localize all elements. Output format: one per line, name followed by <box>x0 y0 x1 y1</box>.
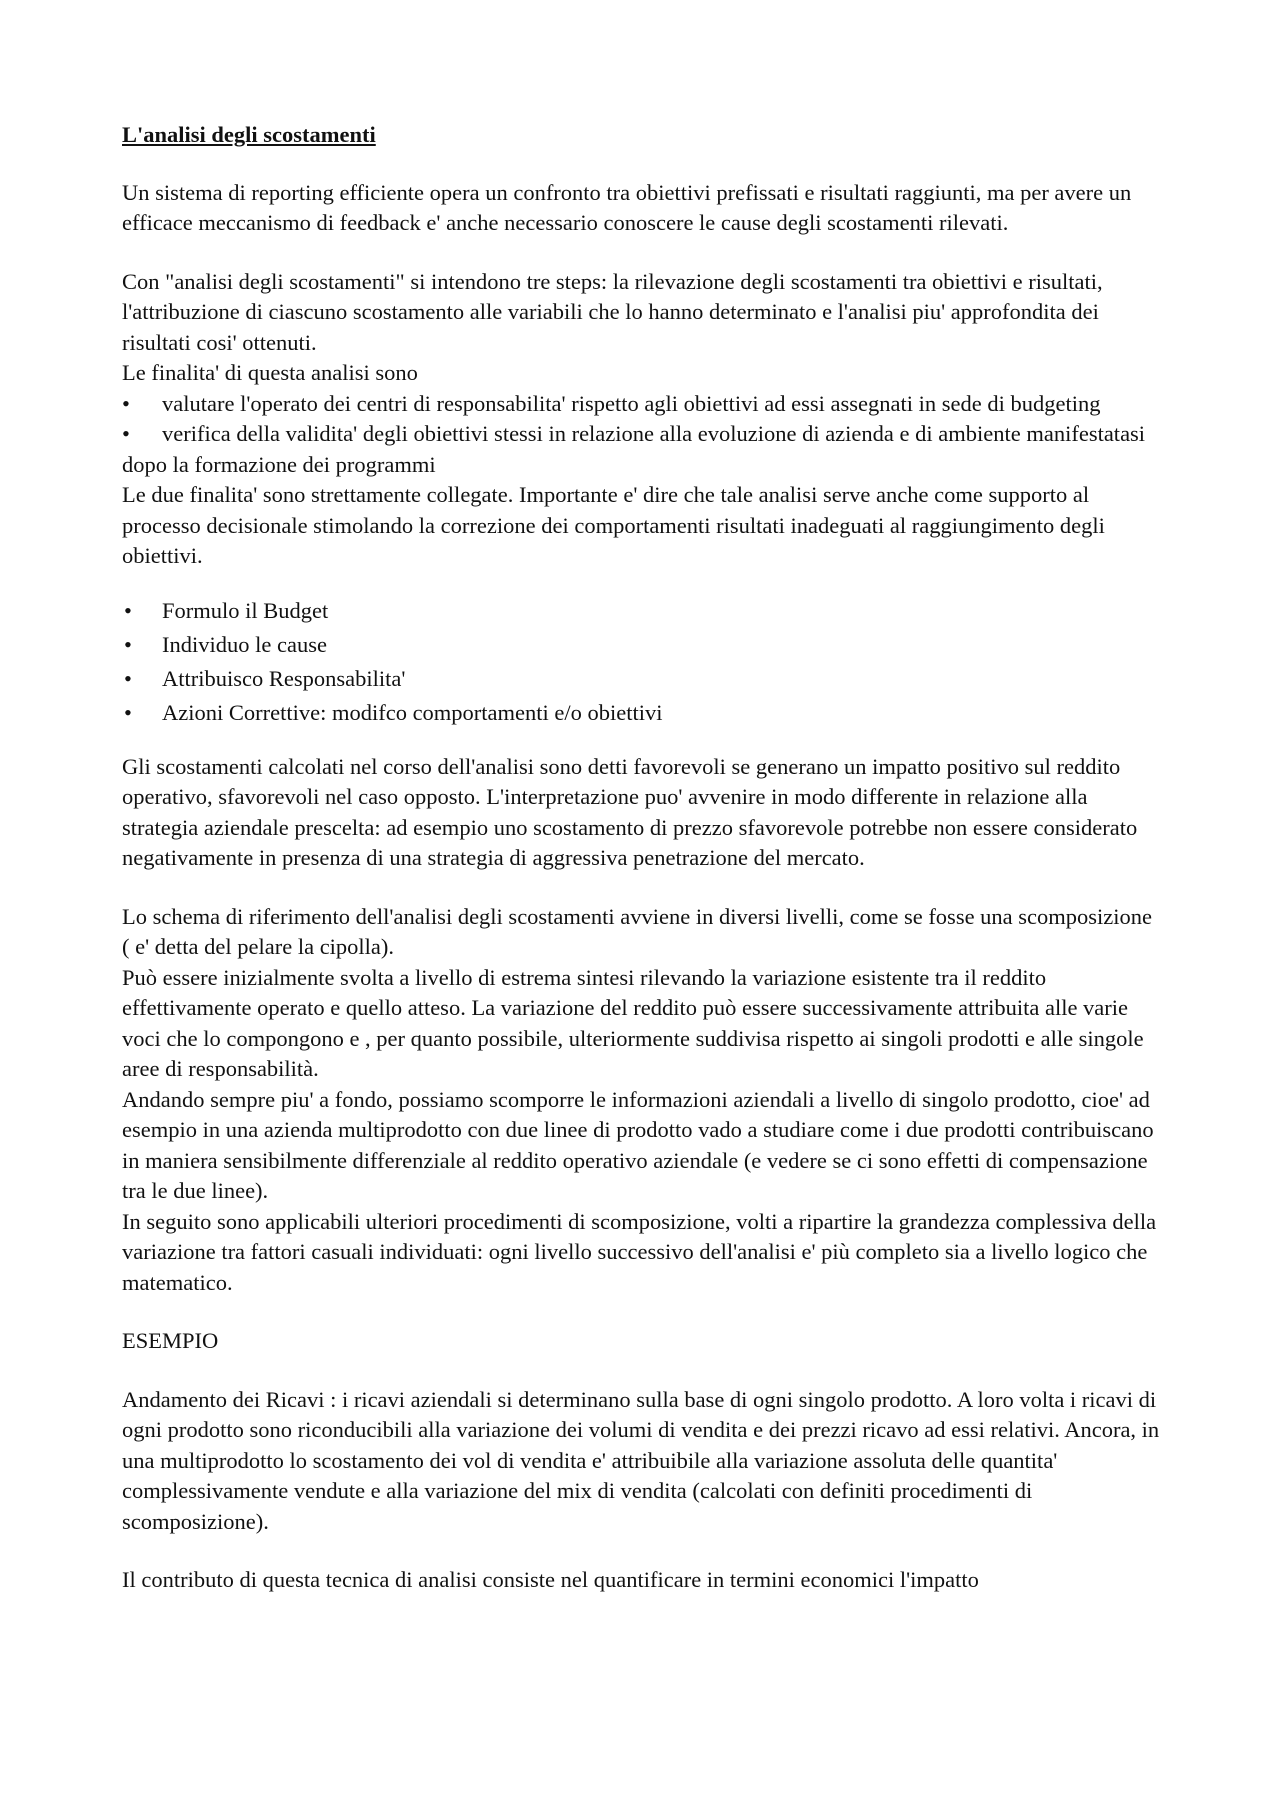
bullet-icon: • <box>124 665 132 691</box>
paragraph-sintesi: Può essere inizialmente svolta a livello di estrema sintesi rilevando la variazione esistente tra il reddito effettivamente operato e quello atteso. La variazione del reddito può essere successivamente attribuita alle varie voci che lo compongono e , per quanto possibile, ulteriormente suddivisa rispetto ai singoli prodotti e alle singole aree di responsabilità. <box>122 964 1144 1081</box>
paragraph-favorevoli: Gli scostamenti calcolati nel corso dell'analisi sono detti favorevoli se generano un impatto positivo sul reddito operativo, sfavorevoli nel caso opposto. L'interpretazione puo' avvenire in modo differente in relazione alla strategia aziendale prescelta: ad esempio uno scostamento di prezzo sfavorevole potrebbe non essere considerato negativamente in presenza di una strategia di aggressiva penetrazione del mercato. <box>122 753 1138 870</box>
paragraph-contributo: Il contributo di questa tecnica di analisi consiste nel quantificare in termini economici l'impatto <box>122 1567 979 1592</box>
document-page <box>122 120 1162 1596</box>
paragraph-finalita-collegate: Le due finalita' sono strettamente collegate. Importante e' dire che tale analisi serve anche come supporto al processo decisionale stimolando la correzione dei comportamenti risultati inadeguati al raggiungimento degli obiettivi. <box>122 482 1105 568</box>
list-item <box>122 419 1162 480</box>
list-item <box>122 594 1162 628</box>
list-item <box>122 696 1162 730</box>
paragraph-steps-definition: Con "analisi degli scostamenti" si intendono tre steps: la rilevazione degli scostamenti tra obiettivi e risultati, l'attribuzione di ciascuno scostamento alle variabili che lo hanno determinato e l'analisi piu' approfondita dei risultati cosi' ottenuti. <box>122 268 1103 355</box>
list-item-text: verifica della validita' degli obiettivi stessi in relazione alla evoluzione di azienda e di ambiente manifestatasi dopo la formazione dei programmi <box>122 421 1146 477</box>
list-item <box>122 662 1162 696</box>
list-item <box>122 389 1162 420</box>
list-item-text: Azioni Correttive: modifco comportamenti e/o obiettivi <box>162 699 663 725</box>
paragraph-ricavi: Andamento dei Ricavi : i ricavi aziendali si determinano sulla base di ogni singolo prodotto. A loro volta i ricavi di ogni prodotto sono riconducibili alla variazione dei volumi di vendita e dei prezzi ricavo ad essi relativi. Ancora, in una multiprodotto lo scostamento dei vol di vendita e' attribuibile alla variazione assoluta delle quantita' complessivamente vendute e alla variazione del mix di vendita (calcolati con definiti procedimenti di scomposizione). <box>122 1386 1160 1534</box>
document-title: L'analisi degli scostamenti <box>122 122 376 147</box>
list-item-text: Individuo le cause <box>162 631 327 657</box>
process-steps-list <box>122 594 1162 730</box>
example-heading: ESEMPIO <box>122 1328 219 1353</box>
paragraph-scomposizione: In seguito sono applicabili ulteriori procedimenti di scomposizione, volti a ripartire la grandezza complessiva della variazione tra fattori casuali individuati: ogni livello successivo dell'analisi e' più completo sia a livello logico che matematico. <box>122 1208 1157 1295</box>
list-item-text: Attribuisco Responsabilita' <box>162 665 406 691</box>
finalita-list <box>122 389 1162 481</box>
bullet-icon: • <box>124 631 132 657</box>
paragraph-schema: Lo schema di riferimento dell'analisi degli scostamenti avviene in diversi livelli, come se fosse una scomposizione ( e' detta del pelare la cipolla). <box>122 903 1153 959</box>
list-item <box>122 628 1162 662</box>
list-item-text: Formulo il Budget <box>162 597 329 623</box>
bullet-icon: • <box>124 597 132 623</box>
paragraph-intro: Un sistema di reporting efficiente opera un confronto tra obiettivi prefissati e risultati raggiunti, ma per avere un efficace meccanismo di feedback e' anche necessario conoscere le cause degli scostamenti rilevati. <box>122 179 1132 235</box>
paragraph-finalita-intro: Le finalita' di questa analisi sono <box>122 360 418 385</box>
paragraph-prodotto: Andando sempre piu' a fondo, possiamo scomporre le informazioni aziendali a livello di singolo prodotto, cioe' ad esempio in una azienda multiprodotto con due linee di prodotto vado a studiare come i due prodotti contribuiscano in maniera sensibilmente differenziale al reddito operativo aziendale (e vedere se ci sono effetti di compensazione tra le due linee). <box>122 1086 1154 1203</box>
bullet-icon: • <box>122 390 130 416</box>
list-item-text: valutare l'operato dei centri di responsabilita' rispetto agli obiettivi ad essi assegnati in sede di budgeting <box>162 390 1101 416</box>
bullet-icon: • <box>122 421 130 446</box>
bullet-icon: • <box>124 699 132 725</box>
